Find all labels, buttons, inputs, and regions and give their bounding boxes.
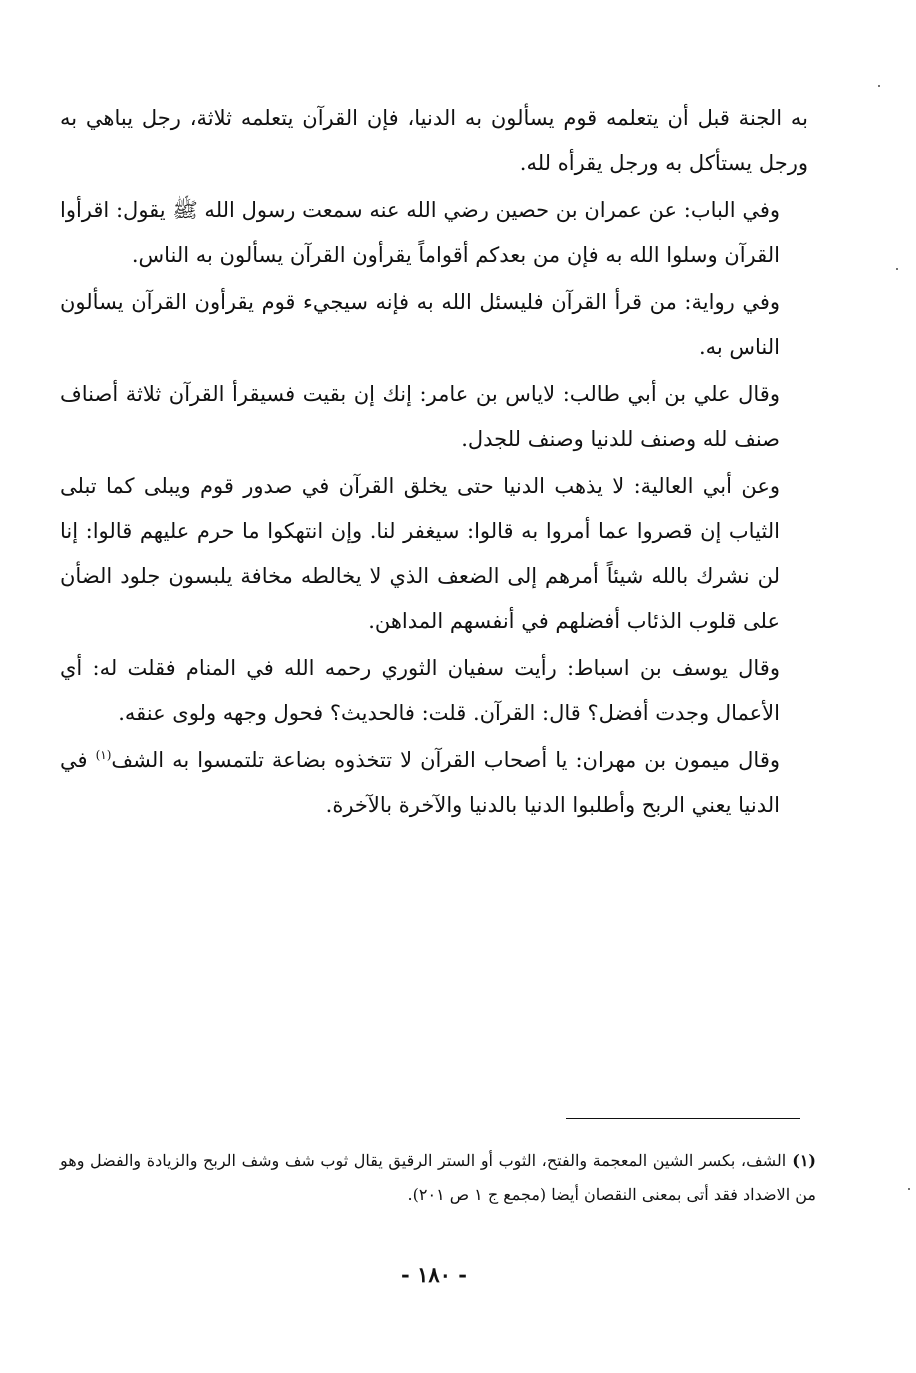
footnote-text: الشف، بكسر الشين المعجمة والفتح، الثوب أو الستر الرقيق يقال ثوب شف وشف الربح والزيادة والفضل وهو من الاضداد فقد أتى بمعنى النقصان أيضا (مجمع ج ١ ص ٢٠١).: [60, 1151, 816, 1204]
scan-speck: [908, 1188, 910, 1190]
footnote-reference[interactable]: (١): [95, 748, 112, 762]
main-text: [60, 96, 808, 828]
footnote-separator: [566, 1118, 800, 1119]
paragraph-7-end: في الدنيا يعني الربح وأطلبوا الدنيا بالدنيا والآخرة بالآخرة.: [60, 748, 780, 817]
paragraph-7: [60, 738, 808, 828]
paragraph-4: وقال علي بن أبي طالب: لاياس بن عامر: إنك إن بقيت فسيقرأ القرآن ثلاثة أصناف صنف لله وصنف للدنيا وصنف للجدل.: [60, 382, 780, 451]
page-number: - ١٨٠ -: [401, 1262, 467, 1287]
scan-speck: [878, 85, 880, 87]
paragraph-7-start: وقال ميمون بن مهران: يا أصحاب القرآن لا تتخذوه بضاعة تلتمسوا به الشف: [111, 748, 780, 772]
paragraph-5: وعن أبي العالية: لا يذهب الدنيا حتى يخلق القرآن في صدور قوم ويبلى كما تبلى الثياب إن قصروا عما أمروا به قالوا: سيغفر لنا. وإن انتهكوا ما حرم عليهم قالوا: إنا لن نشرك بالله شيئاً أمرهم إلى الضعف الذي لا يخالطه مخافة يلبسون جلود الضأن على قلوب الذئاب أفضلهم في أنفسهم المداهن.: [60, 474, 780, 633]
scan-speck: [896, 268, 898, 270]
paragraph-1: به الجنة قبل أن يتعلمه قوم يسألون به الدنيا، فإن القرآن يتعلمه ثلاثة، رجل يباهي به ورجل يستأكل به ورجل يقرأه لله.: [60, 106, 808, 175]
footnote-1: [60, 1144, 816, 1212]
paragraph-6: وقال يوسف بن اسباط: رأيت سفيان الثوري رحمه الله في المنام فقلت له: أي الأعمال وجدت أفضل؟ قال: القرآن. قلت: فالحديث؟ فحول وجهه ولوى عنقه.: [60, 656, 780, 725]
paragraph-3: وفي رواية: من قرأ القرآن فليسئل الله به فإنه سيجيء قوم يقرأون القرآن يسألون الناس به.: [60, 290, 781, 359]
footnote-number: (١): [792, 1151, 816, 1170]
footnotes: [60, 1144, 816, 1212]
paragraph-2: وفي الباب: عن عمران بن حصين رضي الله عنه سمعت رسول الله ﷺ يقول: اقرأوا القرآن وسلوا الله به فإن من بعدكم أقواماً يقرأون القرآن يسألون به الناس.: [60, 198, 780, 267]
